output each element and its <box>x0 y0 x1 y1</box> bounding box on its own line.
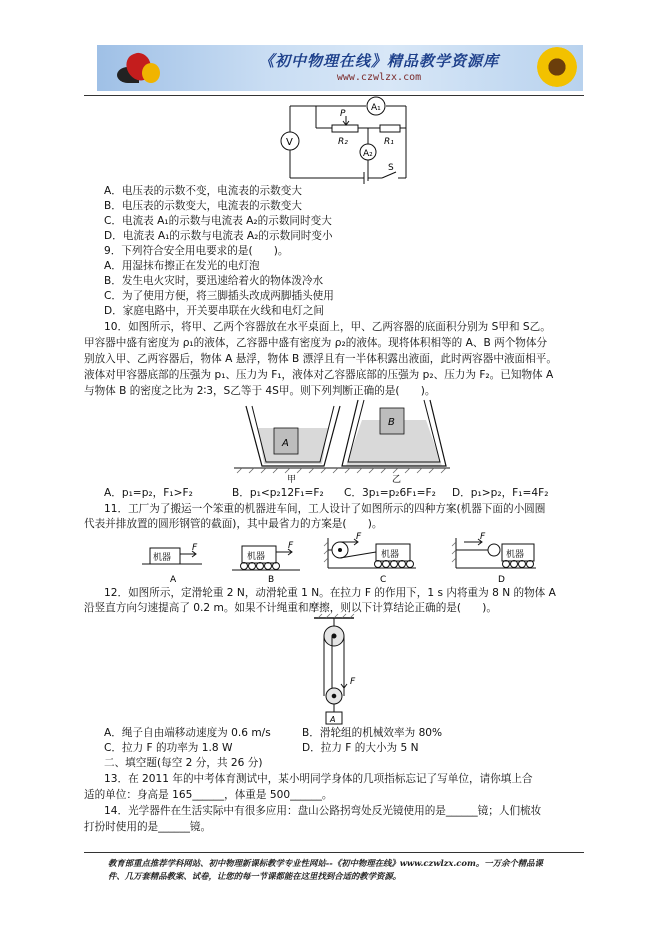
sunflower-icon <box>537 47 577 87</box>
q13-line-1: 13．在 2011 年的中考体育测试中，某小明同学身体的几项指标忘记了写单位，请你填上合 <box>104 773 533 785</box>
q10-line-4: 液体对甲容器底部的压强为 p₁、压力为 F₁，液体对乙容器底部的压强为 p₂、压力为 F₂。已知物体 A <box>84 369 554 381</box>
q10-option-c: C．3p₁=p₂6F₁=F₂ <box>344 487 436 499</box>
force-label-c: F <box>356 532 362 542</box>
q12-option-c: C．拉力 F 的功率为 1.8 W <box>104 742 233 754</box>
switch-s-label: S <box>388 163 394 173</box>
q14-line-2: 打扮时使用的是______镜。 <box>84 821 212 833</box>
resistor-r2-label: R₂ <box>338 137 348 147</box>
section-2-title: 二、填空题(每空 2 分，共 26 分) <box>104 757 263 769</box>
q12-option-b: B．滑轮组的机械效率为 80% <box>302 727 443 739</box>
object-a-label: A <box>282 438 289 449</box>
force-label-a: F <box>192 543 198 553</box>
q12-option-d: D．拉力 F 的大小为 5 N <box>302 742 419 754</box>
q11-line-2: 代表并排放置的圆形钢管的截面)，其中最省力的方案是( )。 <box>84 518 383 530</box>
option-label-a: A <box>170 575 177 585</box>
option-label-d: D <box>498 575 505 585</box>
circuit-diagram <box>268 98 418 184</box>
option-label-c: C <box>380 575 387 585</box>
header-banner <box>97 45 583 91</box>
q10-option-d: D．p₁>p₂，F₁=4F₂ <box>452 487 549 499</box>
voltmeter-label: V <box>286 137 293 148</box>
q8-option-c: C．电流表 A₁的示数与电流表 A₂的示数同时变大 <box>104 215 332 227</box>
footer-rule <box>84 852 584 853</box>
machine-label-c: 机器 <box>381 550 400 560</box>
machine-label-a: 机器 <box>153 553 172 563</box>
pulley-force-label: F <box>350 677 356 687</box>
footer-line-1: 教育部重点推荐学科网站、初中物理新课标教学专业性网站--《初中物理在线》www.czwlzx.com。一万余个精品课 <box>108 858 543 868</box>
q8-option-d: D．电流表 A₁的示数与电流表 A₂的示数同时变小 <box>104 230 333 242</box>
pulley-object-label: A <box>330 715 336 724</box>
machine-label-d: 机器 <box>506 550 525 560</box>
q10-line-2: 甲容器中盛有密度为 ρ₁的液体，乙容器中盛有密度为 ρ₂的液体。现将体积相等的 A、B 两个物体分 <box>84 337 548 349</box>
q8-option-b: B．电压表的示数变大，电流表的示数变大 <box>104 200 302 212</box>
option-label-b: B <box>268 575 275 585</box>
ammeter-a1-label: A₁ <box>371 103 381 113</box>
ammeter-a2-label: A₂ <box>363 149 373 159</box>
q12-option-a: A．绳子自由端移动速度为 0.6 m/s <box>104 727 271 739</box>
resistor-r1-label: R₁ <box>384 137 394 147</box>
q10-line-3: 别放入甲、乙两容器后，物体 A 悬浮，物体 B 漂浮且有一半体积露出液面，此时两容器中液面相平。 <box>84 353 557 365</box>
machine-options-diagram <box>140 532 540 584</box>
machine-label-b: 机器 <box>247 552 266 562</box>
q12-line-2: 沿竖直方向匀速提高了 0.2 m。如果不计绳重和摩擦，则以下计算结论正确的是( )。 <box>84 602 497 614</box>
banner-title: 《初中物理在线》精品教学资源库 <box>258 52 499 70</box>
q9-option-a: A．用湿抹布擦正在发光的电灯泡 <box>104 260 260 272</box>
header-rule <box>84 95 584 96</box>
q9-option-d: D．家庭电路中，开关要串联在火线和电灯之间 <box>104 305 325 317</box>
pulley-diagram <box>310 614 370 726</box>
q12-line-1: 12．如图所示，定滑轮重 2 N，动滑轮重 1 N。在拉力 F 的作用下，1 s 内将重为 8 N 的物体 A <box>104 587 556 599</box>
logo-icon <box>142 63 160 83</box>
q10-option-a: A．p₁=p₂，F₁>F₂ <box>104 487 193 499</box>
q14-line-1: 14．光学器件在生活实际中有很多应用：盘山公路拐弯处反光镜使用的是______镜；人们梳妆 <box>104 805 542 817</box>
q10-option-b: B．p₁<p₂12F₁=F₂ <box>232 487 324 499</box>
q9-option-b: B．发生电火灾时，要迅速给着火的物体泼冷水 <box>104 275 324 287</box>
container-jia-label: 甲 <box>287 475 297 485</box>
slider-p-label: P <box>340 109 346 119</box>
q13-line-2: 适的单位：身高是 165______，体重是 500______。 <box>84 789 333 801</box>
q9-option-c: C．为了使用方便，将三脚插头改成两脚插头使用 <box>104 290 334 302</box>
footer-line-2: 件、几万套精品教案、试卷，让您的每一节课都能在这里找到合适的教学资源。 <box>108 871 402 881</box>
q11-line-1: 11．工厂为了搬运一个笨重的机器进车间，工人设计了如图所示的四种方案(机器下面的小圆圈 <box>104 503 546 515</box>
q10-line-5: 与物体 B 的密度之比为 2∶3，S乙等于 4S甲。则下列判断正确的是( )。 <box>84 385 436 397</box>
q10-line-1: 10．如图所示，将甲、乙两个容器放在水平桌面上，甲、乙两容器的底面积分别为 S甲和 S乙。 <box>104 321 551 333</box>
q9-stem: 9．下列符合安全用电要求的是( )。 <box>104 245 289 257</box>
q8-option-a: A．电压表的示数不变，电流表的示数变大 <box>104 185 302 197</box>
force-label-b: F <box>288 541 294 551</box>
container-yi-label: 乙 <box>392 475 402 485</box>
object-b-label: B <box>388 417 395 428</box>
banner-url[interactable]: www.czwlzx.com <box>336 72 422 83</box>
force-label-d: F <box>480 532 486 542</box>
containers-diagram <box>232 398 452 485</box>
